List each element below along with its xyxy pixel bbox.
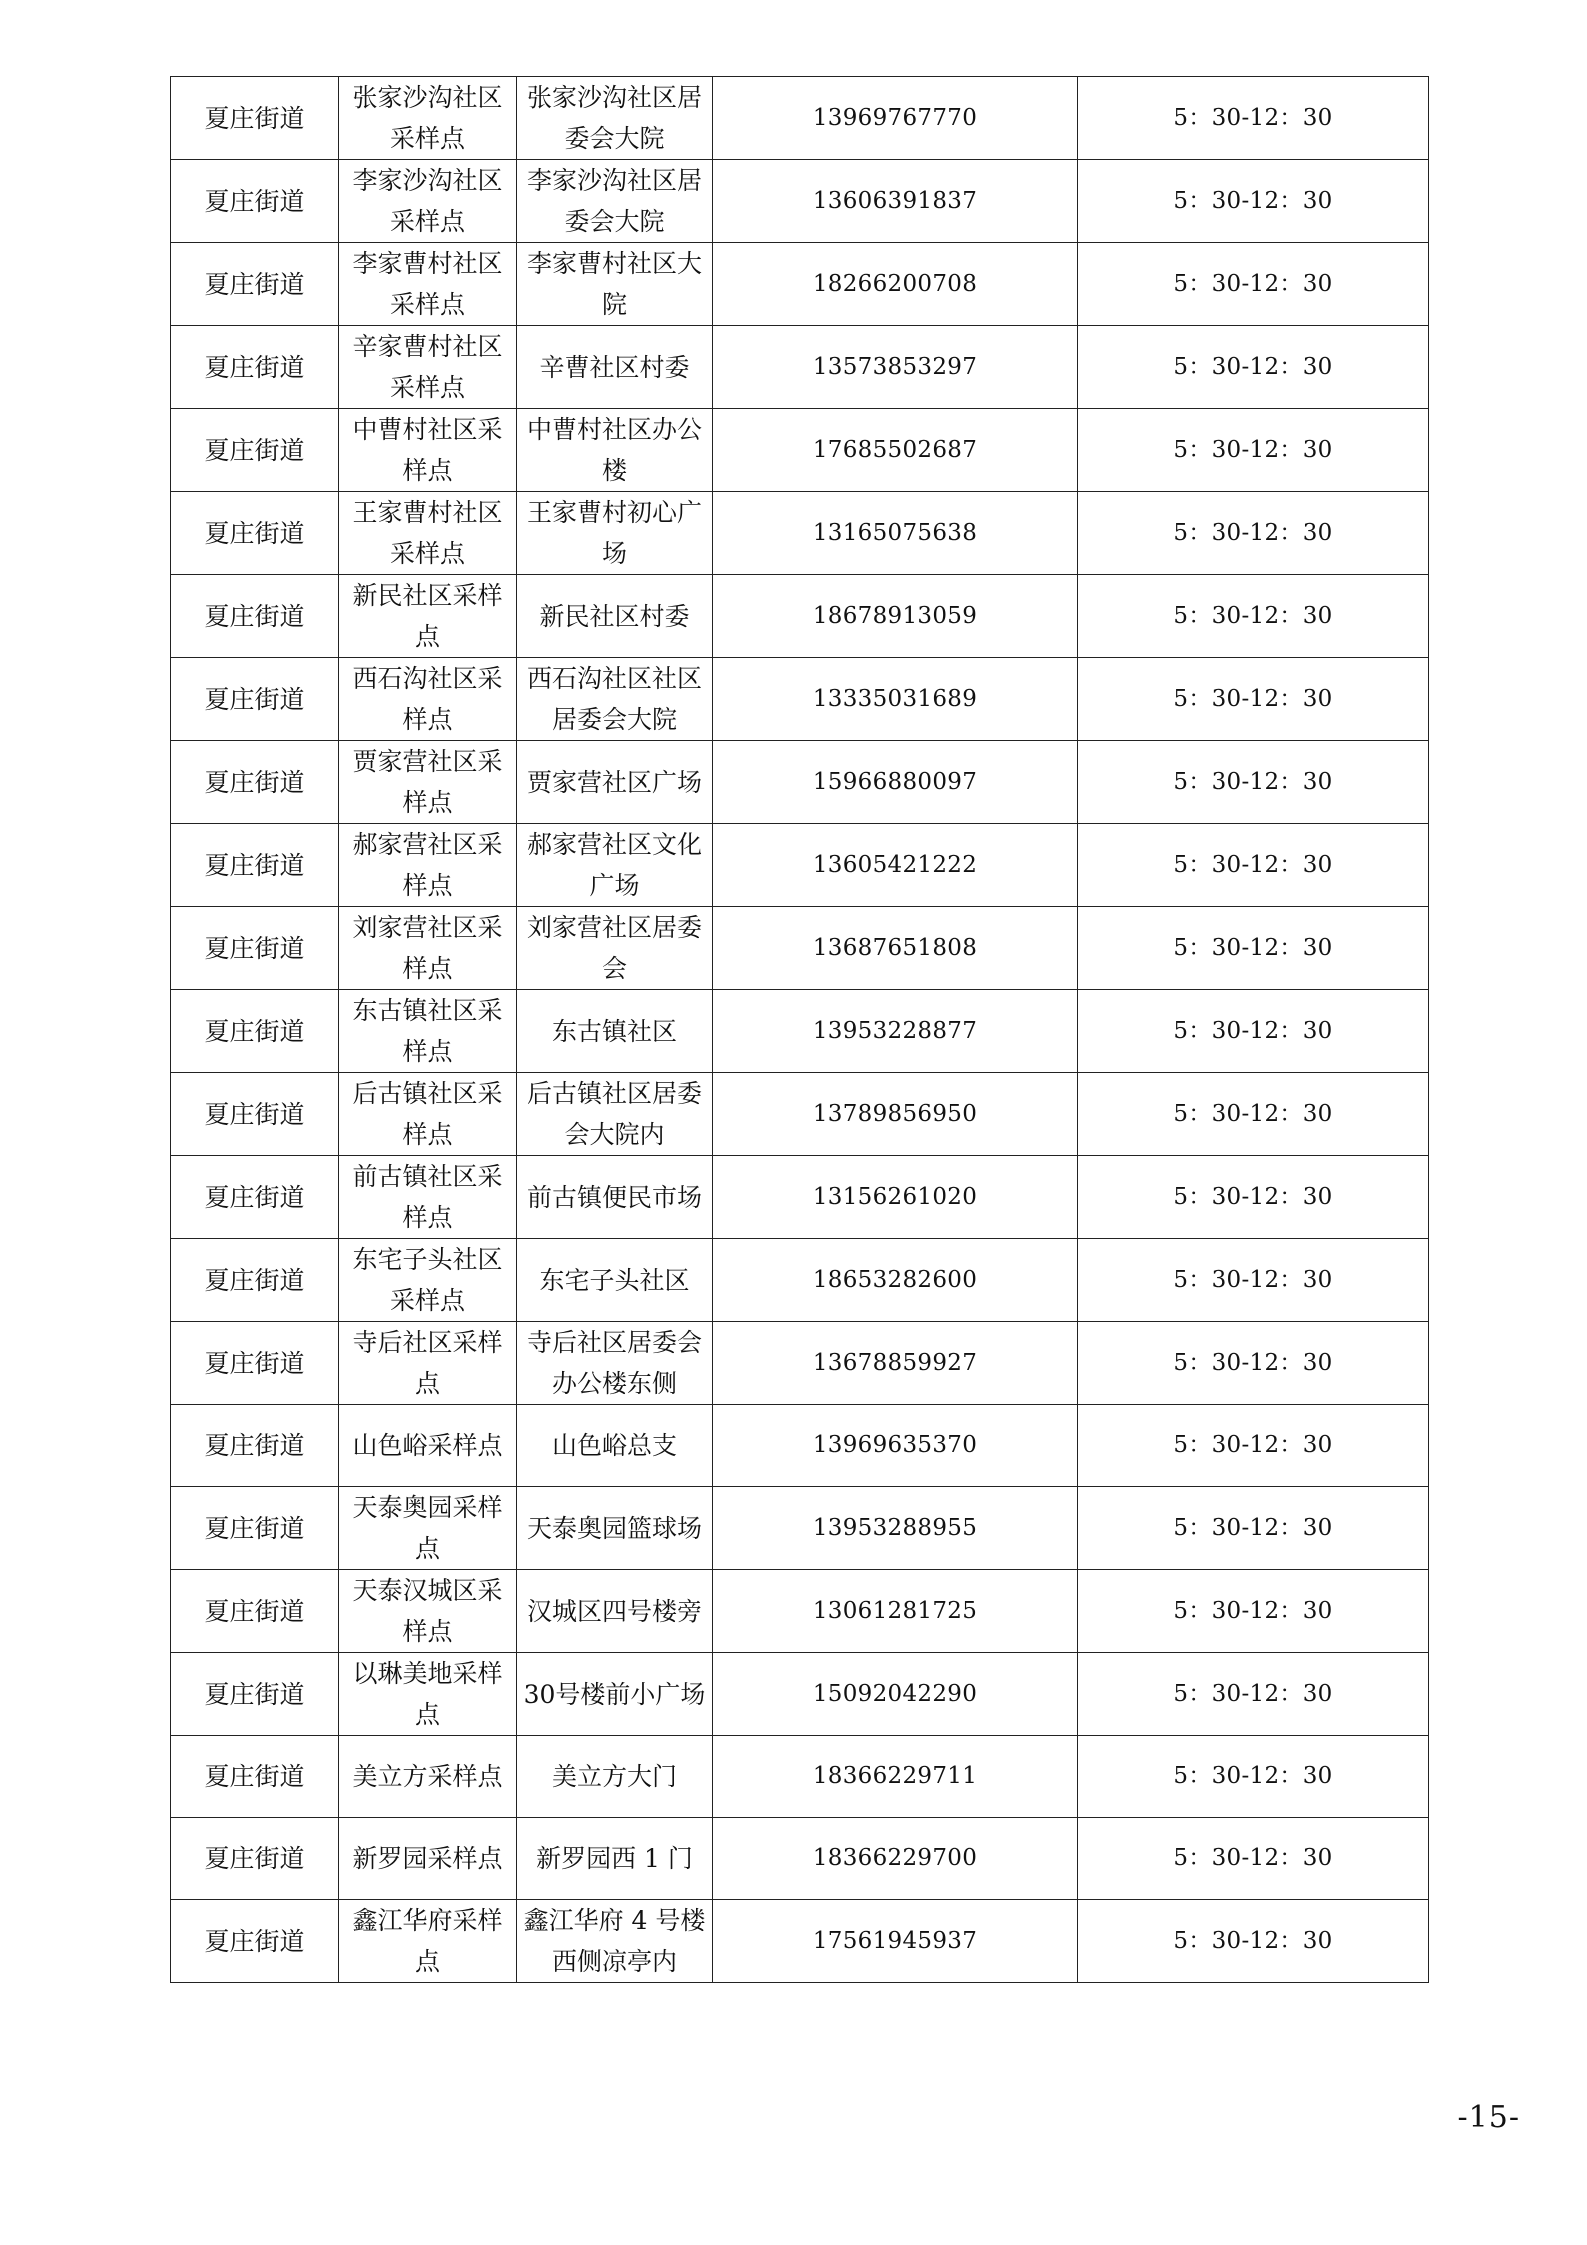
table-row xyxy=(171,492,1429,575)
table-row xyxy=(171,741,1429,824)
district-cell: 夏庄街道 xyxy=(171,77,339,160)
address-cell: 李家沙沟社区居委会大院 xyxy=(517,160,713,243)
hours-cell: 5：30-12：30 xyxy=(1078,492,1429,575)
address-cell: 山色峪总支 xyxy=(517,1405,713,1487)
address-cell: 东宅子头社区 xyxy=(517,1239,713,1322)
phone-cell: 13953228877 xyxy=(713,990,1078,1073)
table-row xyxy=(171,1156,1429,1239)
district-cell: 夏庄街道 xyxy=(171,907,339,990)
hours-cell: 5：30-12：30 xyxy=(1078,1818,1429,1900)
table-row xyxy=(171,824,1429,907)
district-cell: 夏庄街道 xyxy=(171,409,339,492)
phone-cell: 13789856950 xyxy=(713,1073,1078,1156)
hours-cell: 5：30-12：30 xyxy=(1078,824,1429,907)
phone-cell: 17561945937 xyxy=(713,1900,1078,1983)
site-name-cell: 王家曹村社区采样点 xyxy=(339,492,517,575)
table-row xyxy=(171,1900,1429,1983)
hours-cell: 5：30-12：30 xyxy=(1078,1570,1429,1653)
hours-cell: 5：30-12：30 xyxy=(1078,1156,1429,1239)
table-row xyxy=(171,326,1429,409)
site-name-cell: 鑫江华府采样点 xyxy=(339,1900,517,1983)
hours-cell: 5：30-12：30 xyxy=(1078,1405,1429,1487)
site-name-cell: 后古镇社区采样点 xyxy=(339,1073,517,1156)
phone-cell: 13969767770 xyxy=(713,77,1078,160)
district-cell: 夏庄街道 xyxy=(171,1900,339,1983)
hours-cell: 5：30-12：30 xyxy=(1078,409,1429,492)
table-row xyxy=(171,1570,1429,1653)
site-name-cell: 李家曹村社区采样点 xyxy=(339,243,517,326)
district-cell: 夏庄街道 xyxy=(171,1570,339,1653)
table-row xyxy=(171,658,1429,741)
table-row xyxy=(171,1405,1429,1487)
table-row xyxy=(171,160,1429,243)
address-cell: 寺后社区居委会办公楼东侧 xyxy=(517,1322,713,1405)
address-cell: 新民社区村委 xyxy=(517,575,713,658)
address-cell: 前古镇便民市场 xyxy=(517,1156,713,1239)
district-cell: 夏庄街道 xyxy=(171,1818,339,1900)
phone-cell: 18653282600 xyxy=(713,1239,1078,1322)
district-cell: 夏庄街道 xyxy=(171,824,339,907)
hours-cell: 5：30-12：30 xyxy=(1078,326,1429,409)
table-body xyxy=(171,77,1429,1983)
district-cell: 夏庄街道 xyxy=(171,1487,339,1570)
address-cell: 郝家营社区文化广场 xyxy=(517,824,713,907)
table-row xyxy=(171,77,1429,160)
table-row xyxy=(171,1818,1429,1900)
address-cell: 西石沟社区社区居委会大院 xyxy=(517,658,713,741)
site-name-cell: 寺后社区采样点 xyxy=(339,1322,517,1405)
phone-cell: 13969635370 xyxy=(713,1405,1078,1487)
address-cell: 李家曹村社区大院 xyxy=(517,243,713,326)
site-name-cell: 贾家营社区采样点 xyxy=(339,741,517,824)
phone-cell: 13165075638 xyxy=(713,492,1078,575)
address-cell: 汉城区四号楼旁 xyxy=(517,1570,713,1653)
phone-cell: 13953288955 xyxy=(713,1487,1078,1570)
phone-cell: 18366229700 xyxy=(713,1818,1078,1900)
district-cell: 夏庄街道 xyxy=(171,741,339,824)
address-cell: 东古镇社区 xyxy=(517,990,713,1073)
phone-cell: 18366229711 xyxy=(713,1736,1078,1818)
hours-cell: 5：30-12：30 xyxy=(1078,575,1429,658)
phone-cell: 17685502687 xyxy=(713,409,1078,492)
phone-cell: 18678913059 xyxy=(713,575,1078,658)
site-name-cell: 东宅子头社区采样点 xyxy=(339,1239,517,1322)
district-cell: 夏庄街道 xyxy=(171,1653,339,1736)
phone-cell: 13573853297 xyxy=(713,326,1078,409)
site-name-cell: 中曹村社区采样点 xyxy=(339,409,517,492)
hours-cell: 5：30-12：30 xyxy=(1078,1736,1429,1818)
site-name-cell: 西石沟社区采样点 xyxy=(339,658,517,741)
hours-cell: 5：30-12：30 xyxy=(1078,1900,1429,1983)
district-cell: 夏庄街道 xyxy=(171,990,339,1073)
district-cell: 夏庄街道 xyxy=(171,1736,339,1818)
site-name-cell: 以琳美地采样点 xyxy=(339,1653,517,1736)
hours-cell: 5：30-12：30 xyxy=(1078,1653,1429,1736)
phone-cell: 13687651808 xyxy=(713,907,1078,990)
district-cell: 夏庄街道 xyxy=(171,1405,339,1487)
site-name-cell: 辛家曹村社区采样点 xyxy=(339,326,517,409)
table-row xyxy=(171,990,1429,1073)
phone-cell: 13605421222 xyxy=(713,824,1078,907)
phone-cell: 15966880097 xyxy=(713,741,1078,824)
address-cell: 30号楼前小广场 xyxy=(517,1653,713,1736)
address-cell: 美立方大门 xyxy=(517,1736,713,1818)
address-cell: 刘家营社区居委会 xyxy=(517,907,713,990)
table-row xyxy=(171,1487,1429,1570)
hours-cell: 5：30-12：30 xyxy=(1078,1322,1429,1405)
table-row xyxy=(171,907,1429,990)
site-name-cell: 新民社区采样点 xyxy=(339,575,517,658)
hours-cell: 5：30-12：30 xyxy=(1078,907,1429,990)
address-cell: 鑫江华府 4 号楼西侧凉亭内 xyxy=(517,1900,713,1983)
address-cell: 王家曹村初心广场 xyxy=(517,492,713,575)
address-cell: 后古镇社区居委会大院内 xyxy=(517,1073,713,1156)
site-name-cell: 李家沙沟社区采样点 xyxy=(339,160,517,243)
hours-cell: 5：30-12：30 xyxy=(1078,77,1429,160)
site-name-cell: 天泰奥园采样点 xyxy=(339,1487,517,1570)
district-cell: 夏庄街道 xyxy=(171,575,339,658)
site-name-cell: 新罗园采样点 xyxy=(339,1818,517,1900)
phone-cell: 13678859927 xyxy=(713,1322,1078,1405)
address-cell: 贾家营社区广场 xyxy=(517,741,713,824)
phone-cell: 13335031689 xyxy=(713,658,1078,741)
phone-cell: 18266200708 xyxy=(713,243,1078,326)
table-row xyxy=(171,1073,1429,1156)
phone-cell: 13606391837 xyxy=(713,160,1078,243)
address-cell: 新罗园西 1 门 xyxy=(517,1818,713,1900)
site-name-cell: 前古镇社区采样点 xyxy=(339,1156,517,1239)
district-cell: 夏庄街道 xyxy=(171,326,339,409)
district-cell: 夏庄街道 xyxy=(171,1156,339,1239)
district-cell: 夏庄街道 xyxy=(171,243,339,326)
phone-cell: 15092042290 xyxy=(713,1653,1078,1736)
district-cell: 夏庄街道 xyxy=(171,1073,339,1156)
table-row xyxy=(171,1239,1429,1322)
site-name-cell: 郝家营社区采样点 xyxy=(339,824,517,907)
hours-cell: 5：30-12：30 xyxy=(1078,1073,1429,1156)
district-cell: 夏庄街道 xyxy=(171,160,339,243)
district-cell: 夏庄街道 xyxy=(171,1239,339,1322)
table-row xyxy=(171,243,1429,326)
district-cell: 夏庄街道 xyxy=(171,658,339,741)
address-cell: 天泰奥园篮球场 xyxy=(517,1487,713,1570)
phone-cell: 13156261020 xyxy=(713,1156,1078,1239)
table-row xyxy=(171,1736,1429,1818)
address-cell: 中曹村社区办公楼 xyxy=(517,409,713,492)
site-name-cell: 天泰汉城区采样点 xyxy=(339,1570,517,1653)
hours-cell: 5：30-12：30 xyxy=(1078,243,1429,326)
site-name-cell: 刘家营社区采样点 xyxy=(339,907,517,990)
address-cell: 辛曹社区村委 xyxy=(517,326,713,409)
sampling-sites-table xyxy=(170,76,1429,1983)
table-row xyxy=(171,575,1429,658)
address-cell: 张家沙沟社区居委会大院 xyxy=(517,77,713,160)
hours-cell: 5：30-12：30 xyxy=(1078,1487,1429,1570)
hours-cell: 5：30-12：30 xyxy=(1078,1239,1429,1322)
table-row xyxy=(171,1653,1429,1736)
hours-cell: 5：30-12：30 xyxy=(1078,990,1429,1073)
site-name-cell: 张家沙沟社区采样点 xyxy=(339,77,517,160)
page-number: -15- xyxy=(1457,2100,1520,2135)
site-name-cell: 美立方采样点 xyxy=(339,1736,517,1818)
phone-cell: 13061281725 xyxy=(713,1570,1078,1653)
site-name-cell: 山色峪采样点 xyxy=(339,1405,517,1487)
hours-cell: 5：30-12：30 xyxy=(1078,741,1429,824)
table-row xyxy=(171,1322,1429,1405)
hours-cell: 5：30-12：30 xyxy=(1078,658,1429,741)
district-cell: 夏庄街道 xyxy=(171,1322,339,1405)
table-row xyxy=(171,409,1429,492)
site-name-cell: 东古镇社区采样点 xyxy=(339,990,517,1073)
district-cell: 夏庄街道 xyxy=(171,492,339,575)
hours-cell: 5：30-12：30 xyxy=(1078,160,1429,243)
